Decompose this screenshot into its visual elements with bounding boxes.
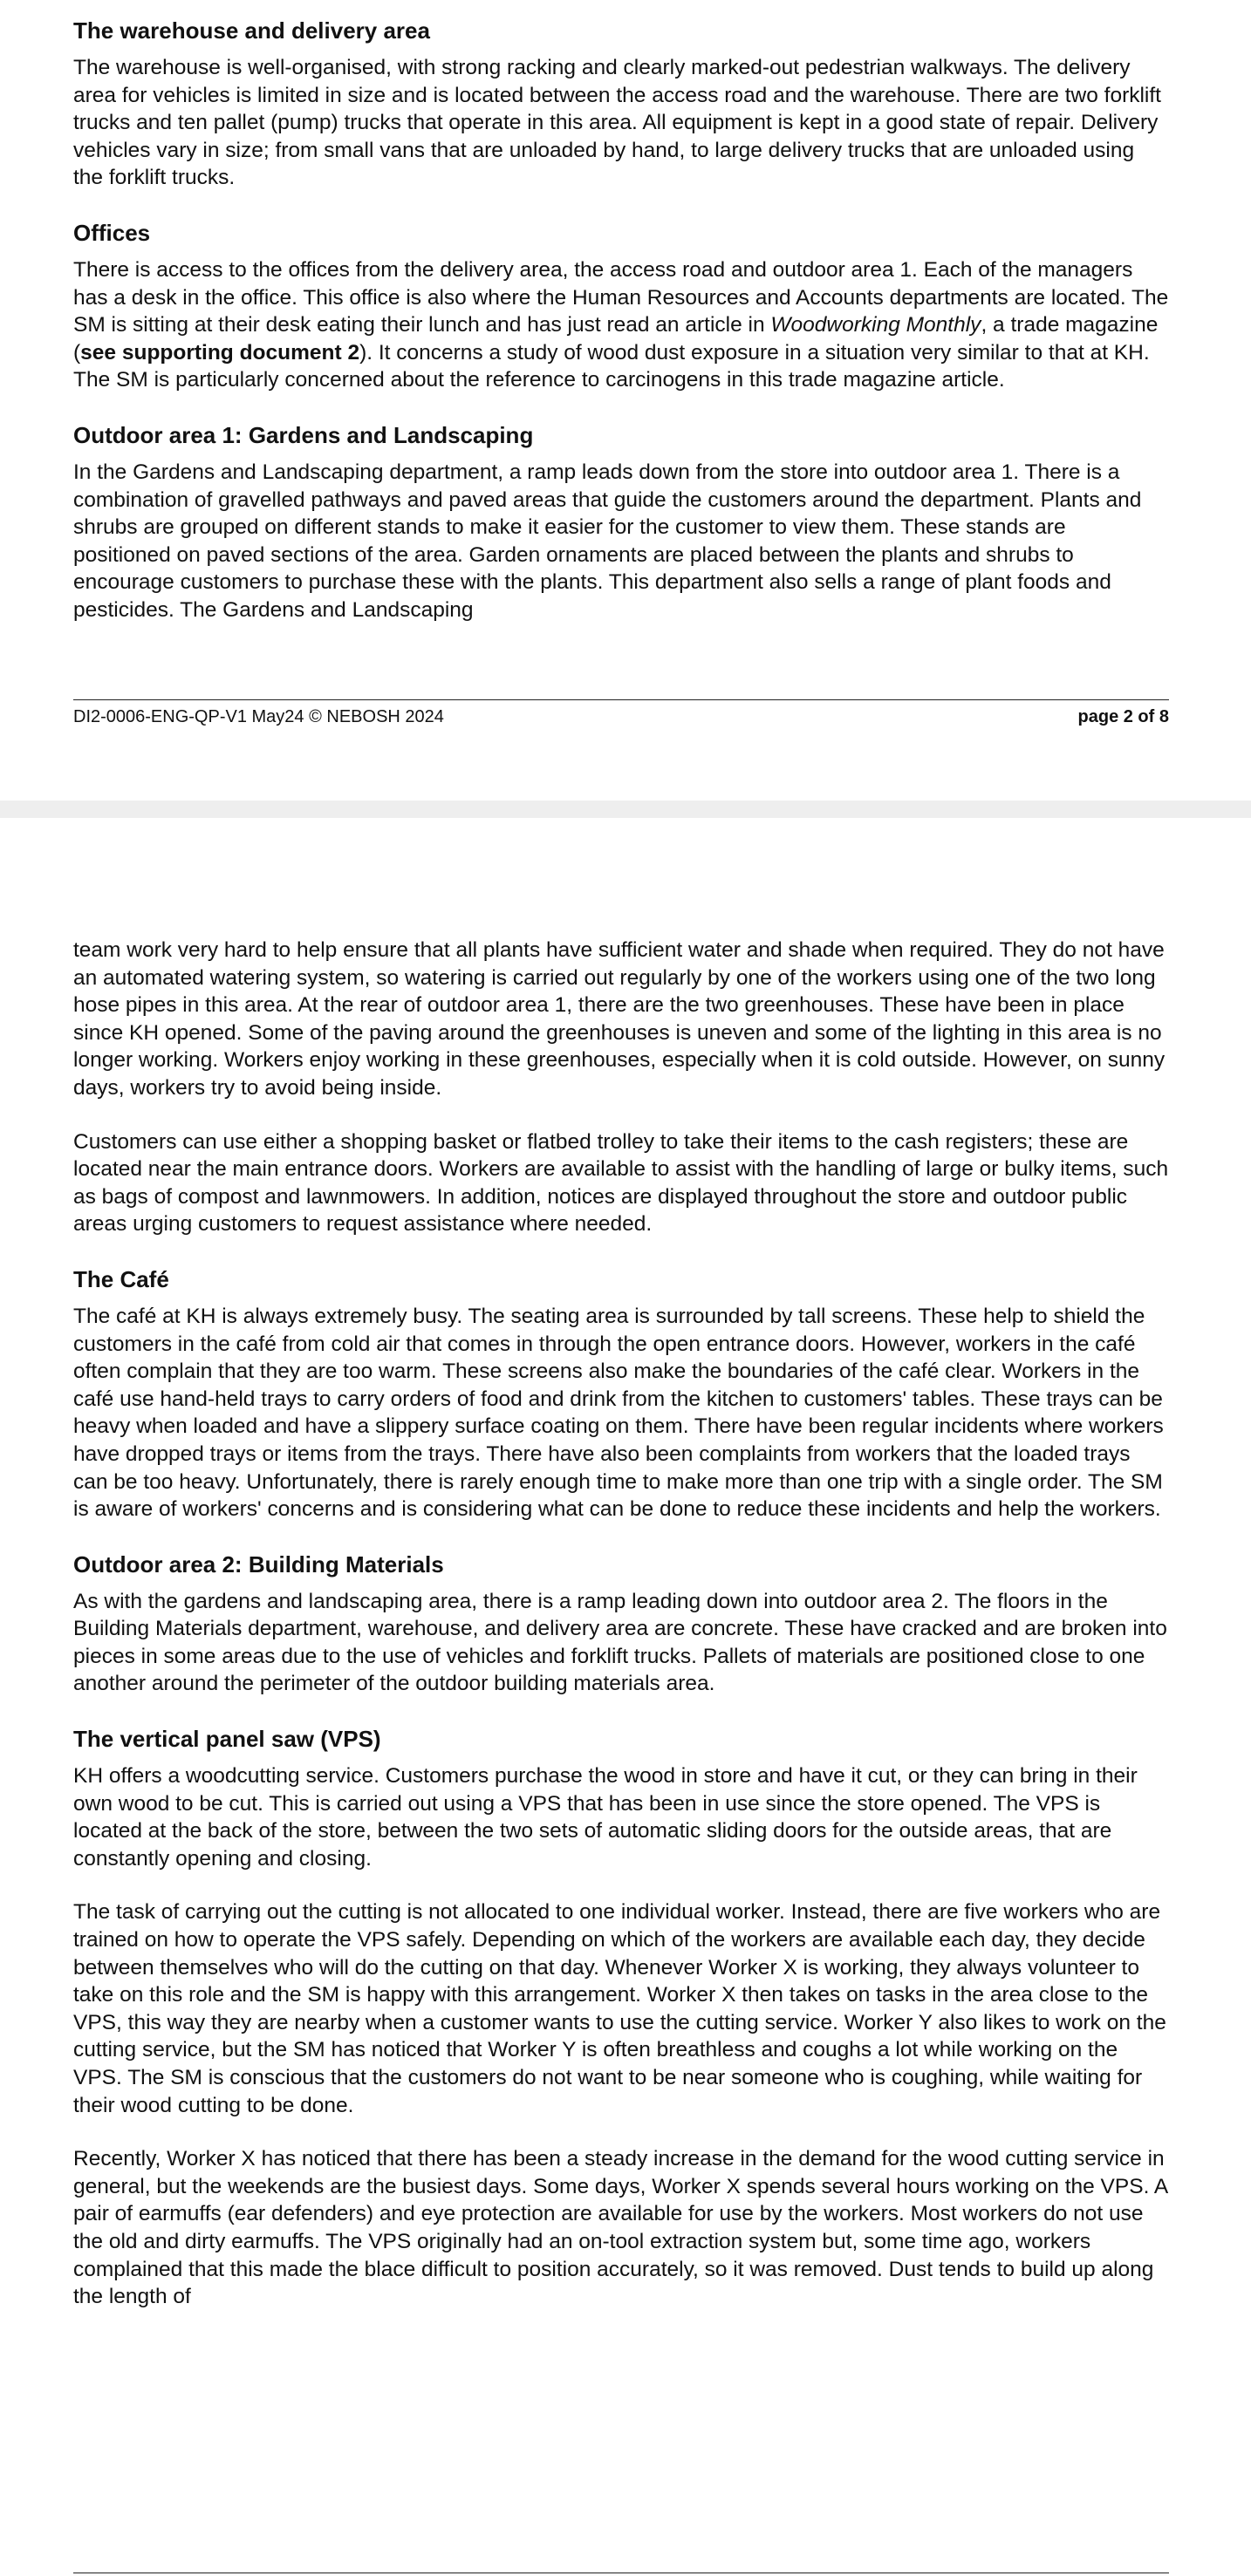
paragraph-warehouse: The warehouse is well-organised, with strong racking and clearly marked-out pedestrian walkways. The delivery area for vehicles is limited in size and is located between the access road and the warehouse. There are two forklift trucks and ten pallet (pump) trucks that operate in this area. All equipment is kept in a good state of repair. Delivery vehicles vary in size; from small vans that are unloaded by hand, to large delivery trucks that are unloaded using the forklift trucks. bbox=[73, 56, 1161, 190]
offices-text-a: There is access to the offices from the delivery area, the access road and outdoor area 1. Each of the managers has a desk in the office. This office is also where the Human Resources and Accounts departments are located. The SM is sitting at their desk eating their lunch and has just read an article in bbox=[73, 257, 1169, 337]
paragraph-vps-2: The task of carrying out the cutting is not allocated to one individual worker. Instead, there are five workers who are trained on how to operate the VPS safely. Depending on which of the workers are available each day, they decide between themselves who will do the cutting on that day. Whenever Worker X is working, they always volunteer to take on this role and the SM is happy with this arrangement. Worker X then takes on tasks in the area close to the VPS, this way they are nearby when a customer wants to use the cutting service. Worker Y also likes to work on the cutting service, but the SM has noticed that Worker Y is often breathless and coughs a lot while working on the VPS. The SM is conscious that the customers do not want to be near someone who is coughing, while waiting for their wood cutting to be done. bbox=[73, 1900, 1166, 2117]
heading-cafe: The Café bbox=[73, 1265, 169, 1292]
heading-offices: Offices bbox=[73, 219, 151, 246]
paragraph-offices bbox=[73, 256, 1169, 394]
page-separator bbox=[0, 801, 1251, 818]
paragraph-outdoor-area-2: As with the gardens and landscaping area, there is a ramp leading down into outdoor area 2. The floors in the Building Materials department, warehouse, and delivery area are concrete. These have cracked and are broken into pieces in some areas due to the use of vehicles and forklift trucks. Pallets of materials are positioned close to one another around the perimeter of the outdoor building materials area. bbox=[73, 1589, 1167, 1696]
heading-outdoor-area-2: Outdoor area 2: Building Materials bbox=[73, 1550, 444, 1578]
page-body bbox=[73, 937, 1169, 2311]
offices-text-b: , a trade magazine ( bbox=[73, 313, 1159, 365]
paragraph-outdoor-area-1: In the Gardens and Landscaping department, a ramp leads down from the store into outdoor area 1. There is a combination of gravelled pathways and paved areas that guide the customers around the department. Plants and shrubs are grouped on different stands to make it easier for the customer to view them. These stands are positioned on paved sections of the area. Garden ornaments are placed between the plants and shrubs to encourage customers to purchase these with the plants. This department also sells a range of plant foods and pesticides. The Gardens and Landscaping bbox=[73, 460, 1142, 622]
heading-outdoor-area-1: Outdoor area 1: Gardens and Landscaping bbox=[73, 421, 534, 448]
paragraph-vps-3: Recently, Worker X has noticed that there has been a steady increase in the demand for the wood cutting service in general, but the weekends are the busiest days. Some days, Worker X spends several hours working on the VPS. A pair of earmuffs (ear defenders) and eye protection are available for use by the workers. Most workers do not use the old and dirty earmuffs. The VPS originally had an on-tool extraction system but, some time ago, workers complained that this made the blace difficult to position accurately, so it was removed. Dust tends to build up along the length of bbox=[73, 2147, 1167, 2309]
page-body bbox=[73, 16, 1169, 624]
heading-vps: The vertical panel saw (VPS) bbox=[73, 1726, 381, 1753]
offices-text-c: ). It concerns a study of wood dust exposure in a situation very similar to that at KH. The SM is particularly concerned about the reference to carcinogens in this trade magazine article. bbox=[73, 340, 1150, 392]
footer-page-number: page 2 of 8 bbox=[1077, 707, 1169, 726]
magazine-title: Woodworking Monthly bbox=[770, 313, 981, 337]
footer-document-id: DI2-0006-ENG-QP-V1 May24 © NEBOSH 2024 bbox=[73, 707, 444, 726]
paragraph-gardens-continued: team work very hard to help ensure that all plants have sufficient water and shade when required. They do not have an automated watering system, so watering is carried out regularly by one of the workers using one of the two long hose pipes in this area. At the rear of outdoor area 1, there are the two greenhouses. These have been in place since KH opened. Some of the paving around the greenhouses is uneven and some of the lighting in this area is no longer working. Workers enjoy working in these greenhouses, especially when it is cold outside. However, on sunny days, workers try to avoid being inside. bbox=[73, 938, 1166, 1100]
paragraph-cafe: The café at KH is always extremely busy. The seating area is surrounded by tall screens. These help to shield the customers in the café from cold air that comes in through the open entrance doors. However, workers in the café often complain that they are too warm. These screens also make the boundaries of the café clear. Workers in the café use hand-held trays to carry orders of food and drink from the kitchen to customers' tables. These trays can be heavy when loaded and have a slippery surface coating on them. There have been regular incidents where workers have dropped trays or items from the trays. There have also been complaints from workers that the loaded trays can be too heavy. Unfortunately, there is rarely enough time to make more than one trip with a single order. The SM is aware of workers' concerns and is considering what can be done to reduce these incidents and help the workers. bbox=[73, 1304, 1164, 1522]
page-footer bbox=[73, 699, 1169, 726]
paragraph-vps-1: KH offers a woodcutting service. Customers purchase the wood in store and have it cut, or they can bring in their own wood to be cut. This is carried out using a VPS that has been in use since the store opened. The VPS is located at the back of the store, between the two sets of automatic sliding doors for the outside areas, that are constantly opening and closing. bbox=[73, 1764, 1138, 1871]
paragraph-customers: Customers can use either a shopping basket or flatbed trolley to take their items to the cash registers; these are located near the main entrance doors. Workers are available to assist with the handling of large or bulky items, such as bags of compost and lawnmowers. In addition, notices are displayed throughout the store and outdoor public areas urging customers to request assistance where needed. bbox=[73, 1129, 1169, 1237]
document-page-2 bbox=[0, 0, 1251, 801]
document-page-3 bbox=[0, 818, 1251, 2576]
supporting-doc-ref: see supporting document 2 bbox=[80, 340, 360, 365]
heading-warehouse: The warehouse and delivery area bbox=[73, 17, 430, 44]
